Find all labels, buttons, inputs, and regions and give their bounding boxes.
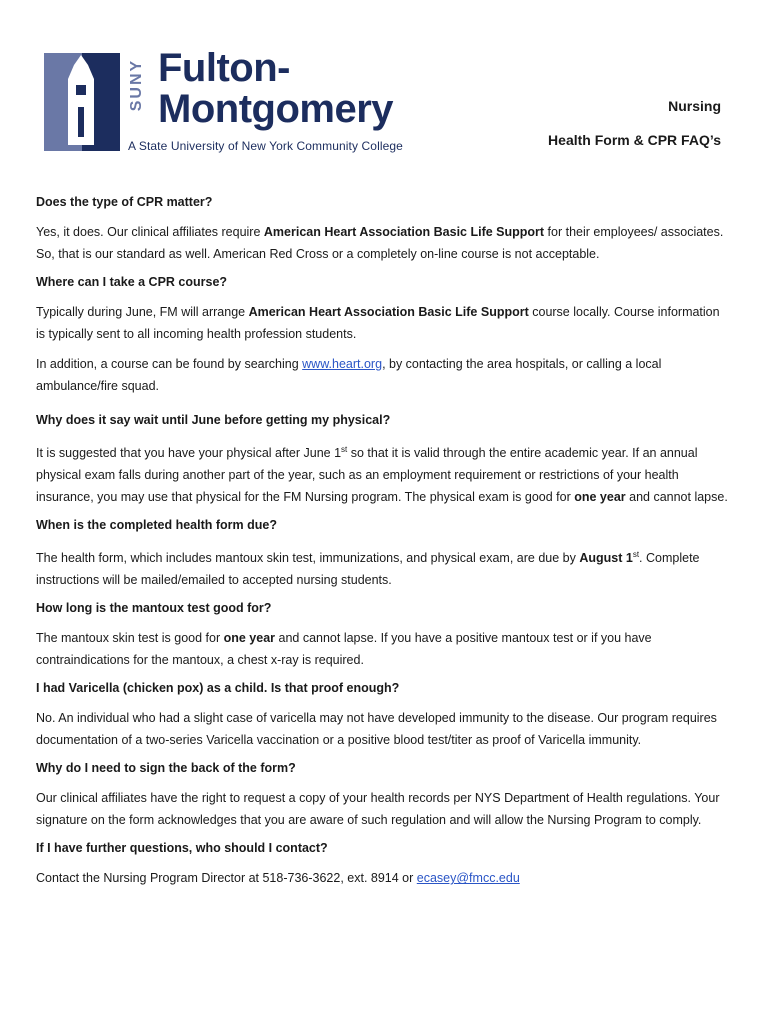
faq-answer-8: Contact the Nursing Program Director at 518-736-3622, ext. 8914 or ecasey@fmcc.edu: [36, 871, 520, 886]
faq-question-2: Where can I take a CPR course?: [36, 275, 228, 289]
faq-answer-1: Yes, it does. Our clinical affiliates require American Heart Association Basic Life Support for their employees/ associates. So, that is our standard as well. American Red Cross or a completely on-line course is not acceptable.: [36, 225, 724, 261]
faq-content: [36, 193, 731, 897]
faq-answer-6: No. An individual who had a slight case of varicella may not have developed immunity to the disease. Our program requires documentation of a two-series Varicella vaccination or a positive blood test/titer as proof of Varicella immunity.: [36, 711, 717, 748]
header-program: Nursing: [668, 98, 721, 114]
faq-question-6: I had Varicella (chicken pox) as a child. Is that proof enough?: [36, 681, 400, 696]
suny-wordmark: SUNY: [128, 58, 145, 112]
clock-tower-icon: [44, 49, 120, 159]
faq-question-4: When is the completed health form due?: [36, 518, 277, 533]
brand-name-line2: Montgomery: [158, 87, 393, 131]
logo-tagline: A State University of New York Community College: [128, 139, 403, 153]
faq-answer-3: It is suggested that you have your physical after June 1st so that it is valid through the entire academic year. If an annual physical exam falls during another part of the year, such as an employment requirement or restrictions of your health insurance, you may use that physical for the FM Nursing program. The physical exam is good for one year and cannot lapse.: [36, 445, 728, 505]
faq-question-3: Why does it say wait until June before getting my physical?: [36, 413, 391, 427]
faq-question-8: If I have further questions, who should I contact?: [36, 841, 328, 856]
heart-org-link[interactable]: www.heart.org: [302, 357, 383, 371]
faq-answer-4: The health form, which includes mantoux skin test, immunizations, and physical exam, are due by August 1st. Complete instructions will be mailed/emailed to accepted nursing students.: [36, 550, 700, 588]
faq-answer-7: Our clinical affiliates have the right to request a copy of your health records per NYS Department of Health regulations. Your signature on the form acknowledges that you are aware of such regulation and will allow the Nursing Program to comply.: [36, 791, 720, 828]
brand-name-line1: Fulton-: [158, 46, 290, 90]
faq-question-7: Why do I need to sign the back of the form?: [36, 761, 296, 776]
faq-answer-2b: In addition, a course can be found by searching www.heart.org, by contacting the area hospitals, or calling a local ambulance/fire squad.: [36, 357, 662, 393]
header-title: Health Form & CPR FAQ’s: [548, 132, 721, 148]
email-link[interactable]: ecasey@fmcc.edu: [416, 871, 520, 886]
faq-answer-5: The mantoux skin test is good for one year and cannot lapse. If you have a positive mantoux test or if you have contraindications for the mantoux, a chest x-ray is required.: [36, 631, 652, 668]
faq-question-5: How long is the mantoux test good for?: [36, 601, 272, 616]
faq-question-1: Does the type of CPR matter?: [36, 195, 213, 209]
faq-answer-2: Typically during June, FM will arrange American Heart Association Basic Life Support course locally. Course information is typically sent to all incoming health profession students.: [36, 305, 720, 341]
